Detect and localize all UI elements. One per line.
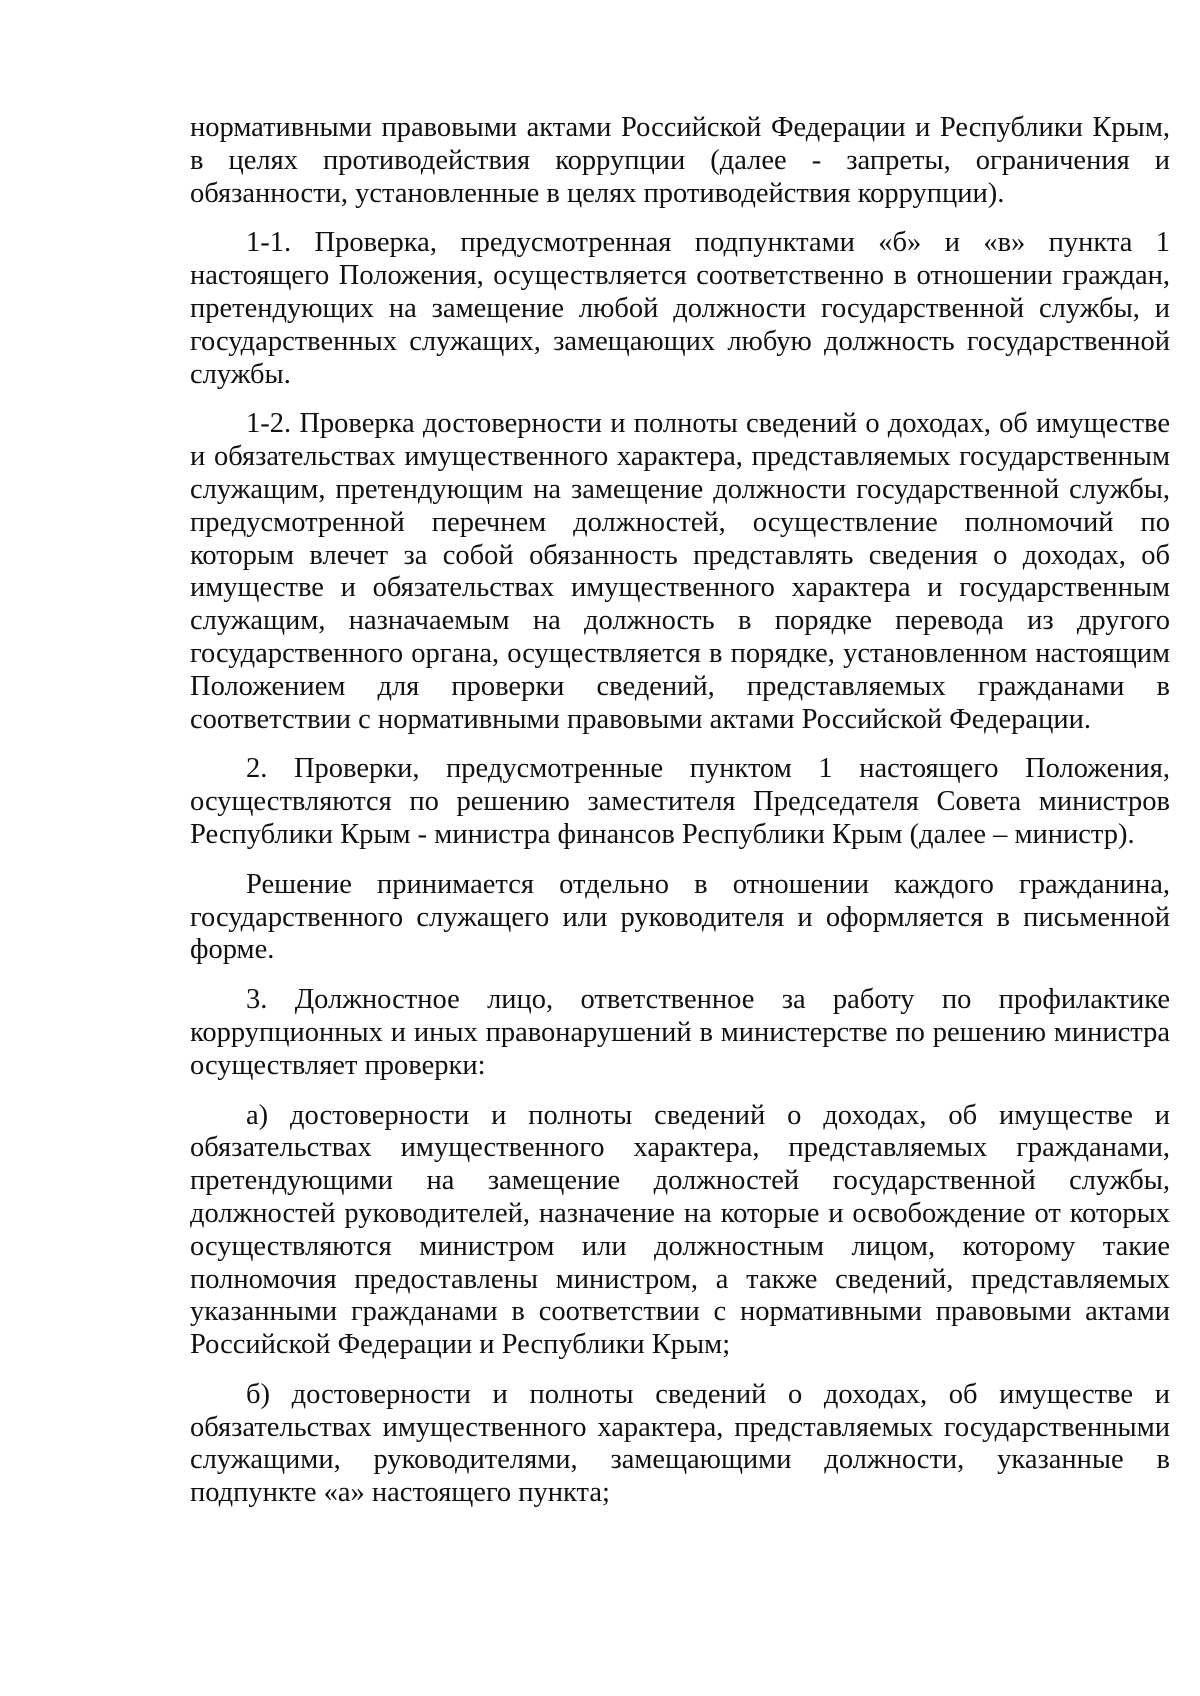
paragraph-3-b: б) достоверности и полноты сведений о доходах, об имуществе и обязательствах имущественного характера, представляемых государственными служащими, руководителями, замещающими должности, указанные в подпункте «а» настоящего пункта; xyxy=(190,1378,1170,1509)
paragraph-3-a: а) достоверности и полноты сведений о доходах, об имуществе и обязательствах имущественного характера, представляемых гражданами, претендующими на замещение должностей государственной службы, должностей руководителей, назначение на которые и освобождение от которых осуществляются министром или должностным лицом, которому такие полномочия предоставлены министром, а также сведений, представляемых указанными гражданами в соответствии с нормативными правовыми актами Российской Федерации и Республики Крым; xyxy=(190,1099,1170,1361)
paragraph-1-2: 1-2. Проверка достоверности и полноты сведений о доходах, об имуществе и обязательствах имущественного характера, представляемых государственным служащим, претендующим на замещение должности государственной службы, предусмотренной перечнем должностей, осуществление полномочий по которым влечет за собой обязанность представлять сведения о доходах, об имуществе и обязательствах имущественного характера и государственным служащим, назначаемым на должность в порядке перевода из другого государственного органа, осуществляется в порядке, установленном настоящим Положением для проверки сведений, представляемых гражданами в соответствии с нормативными правовыми актами Российской Федерации. xyxy=(190,408,1170,735)
document-page xyxy=(190,112,1170,1527)
paragraph-decision: Решение принимается отдельно в отношении каждого гражданина, государственного служащего или руководителя и оформляется в письменной форме. xyxy=(190,868,1170,966)
paragraph-3: 3. Должностное лицо, ответственное за работу по профилактике коррупционных и иных правонарушений в министерстве по решению министра осуществляет проверки: xyxy=(190,984,1170,1081)
paragraph-continuation: нормативными правовыми актами Российской Федерации и Республики Крым, в целях противодействия коррупции (далее - запреты, ограничения и обязанности, установленные в целях противодействия коррупции). xyxy=(190,112,1170,209)
paragraph-1-1: 1-1. Проверка, предусмотренная подпунктами «б» и «в» пункта 1 настоящего Положения, осуществляется соответственно в отношении граждан, претендующих на замещение любой должности государственной службы, и государственных служащих, замещающих любую должность государственной службы. xyxy=(190,227,1170,390)
paragraph-2: 2. Проверки, предусмотренные пунктом 1 настоящего Положения, осуществляются по решению заместителя Председателя Совета министров Республики Крым - министра финансов Республики Крым (далее – министр). xyxy=(190,753,1170,850)
